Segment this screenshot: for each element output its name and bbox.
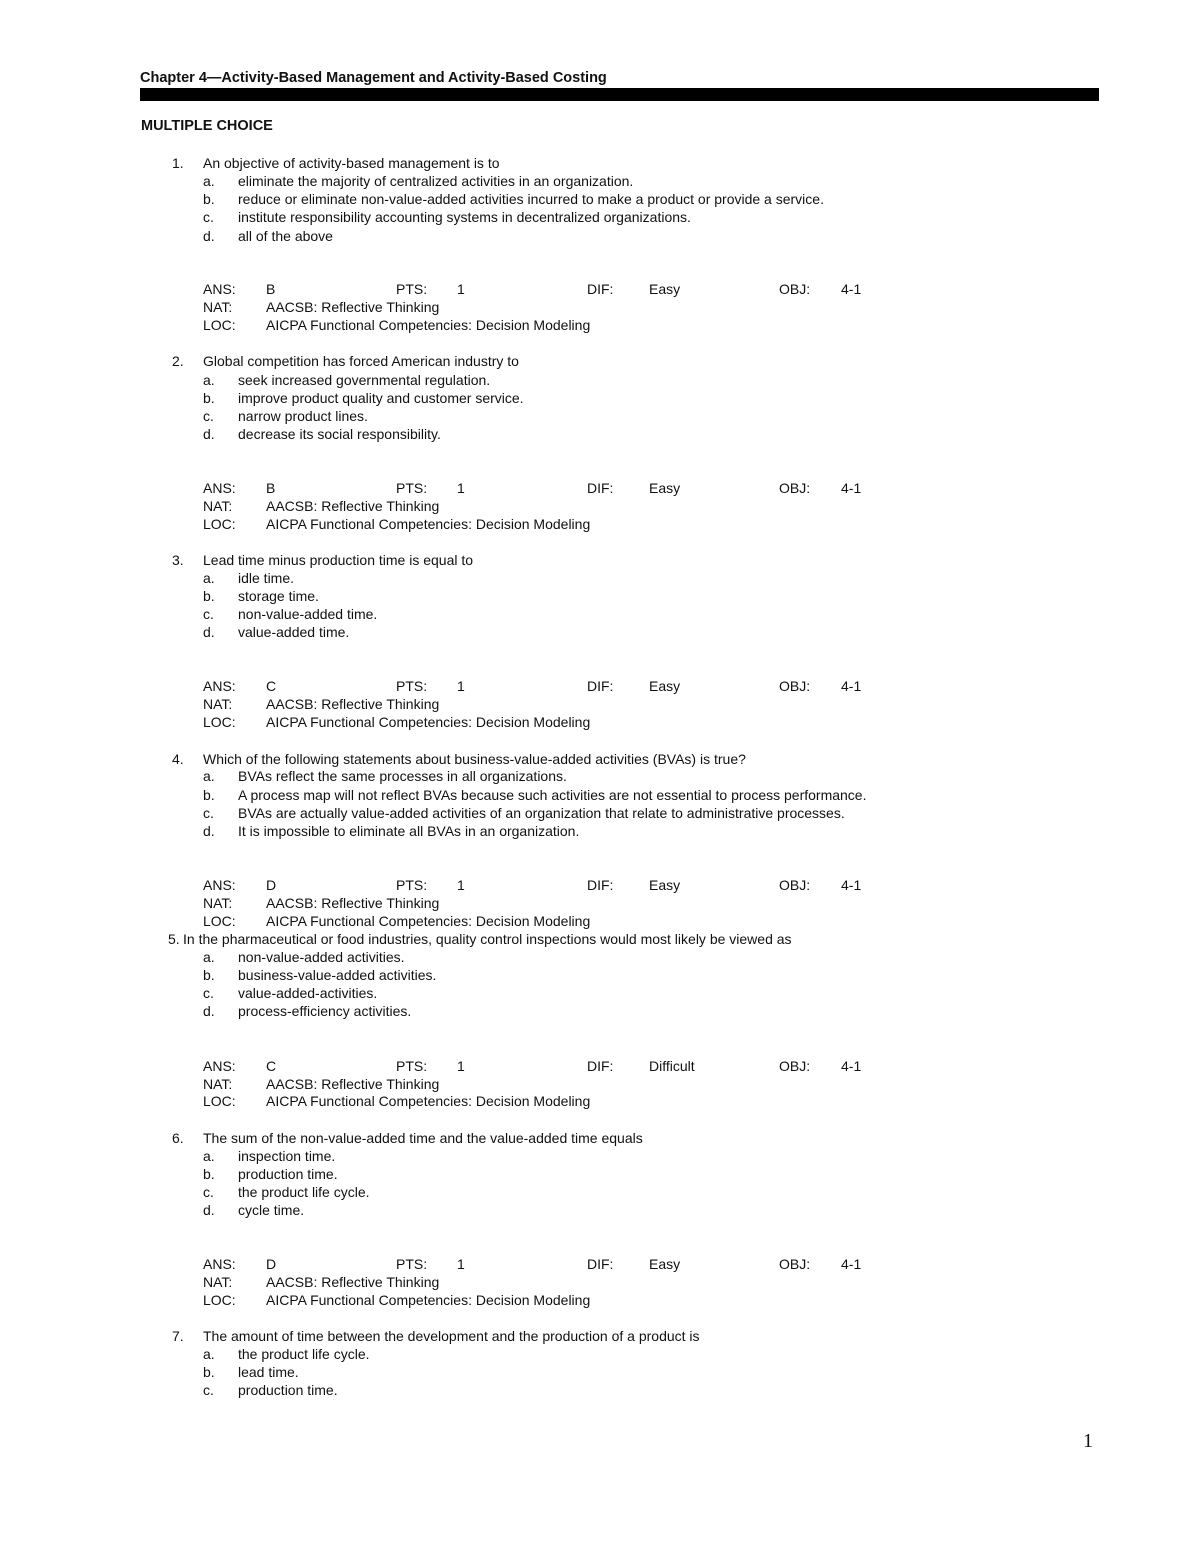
- loc-value: AICPA Functional Competencies: Decision Modeling: [266, 1292, 591, 1308]
- difficulty-label: DIF:: [587, 281, 614, 297]
- question-stem: An objective of activity-based management is to: [203, 155, 500, 171]
- option-text: inspection time.: [238, 1148, 336, 1164]
- answer-label: ANS:: [203, 281, 236, 297]
- option-text: lead time.: [238, 1364, 299, 1380]
- question-stem: The sum of the non-value-added time and the value-added time equals: [203, 1130, 643, 1146]
- objective-label: OBJ:: [779, 877, 811, 893]
- question-stem: In the pharmaceutical or food industries, quality control inspections would most likely be viewed as: [183, 931, 792, 947]
- points-value: 1: [457, 678, 465, 694]
- points-label: PTS:: [396, 678, 428, 694]
- option-letter: a.: [203, 372, 215, 388]
- nat-label: NAT:: [203, 299, 233, 315]
- loc-value: AICPA Functional Competencies: Decision Modeling: [266, 1093, 591, 1109]
- objective-label: OBJ:: [779, 480, 811, 496]
- difficulty-value: Easy: [649, 678, 681, 694]
- nat-value: AACSB: Reflective Thinking: [266, 299, 440, 315]
- option-letter: b.: [203, 191, 215, 207]
- question-number: 1.: [172, 155, 184, 171]
- question-number: 2.: [172, 353, 184, 369]
- objective-label: OBJ:: [779, 281, 811, 297]
- loc-value: AICPA Functional Competencies: Decision Modeling: [266, 714, 591, 730]
- nat-value: AACSB: Reflective Thinking: [266, 895, 440, 911]
- question-number: 5.: [168, 931, 180, 947]
- page-number: 1: [1083, 1430, 1093, 1452]
- option-text: narrow product lines.: [238, 408, 368, 424]
- option-text: the product life cycle.: [238, 1184, 370, 1200]
- option-letter: a.: [203, 1148, 215, 1164]
- loc-value: AICPA Functional Competencies: Decision Modeling: [266, 913, 591, 929]
- nat-label: NAT:: [203, 1076, 233, 1092]
- nat-label: NAT:: [203, 498, 233, 514]
- objective-value: 4-1: [841, 1058, 862, 1074]
- question-stem: Global competition has forced American industry to: [203, 353, 519, 369]
- answer-label: ANS:: [203, 678, 236, 694]
- option-text: institute responsibility accounting systems in decentralized organizations.: [238, 209, 691, 225]
- answer-value: C: [266, 1058, 277, 1074]
- section-heading: MULTIPLE CHOICE: [141, 118, 273, 134]
- answer-label: ANS:: [203, 1058, 236, 1074]
- option-text: production time.: [238, 1382, 338, 1398]
- points-label: PTS:: [396, 877, 428, 893]
- question-number: 4.: [172, 751, 184, 767]
- option-letter: c.: [203, 1382, 214, 1398]
- answer-value: D: [266, 877, 277, 893]
- option-text: decrease its social responsibility.: [238, 426, 441, 442]
- answer-label: ANS:: [203, 480, 236, 496]
- question-number: 6.: [172, 1130, 184, 1146]
- answer-value: C: [266, 678, 277, 694]
- option-text: A process map will not reflect BVAs because such activities are not essential to process performance.: [238, 787, 867, 803]
- loc-value: AICPA Functional Competencies: Decision Modeling: [266, 317, 591, 333]
- difficulty-label: DIF:: [587, 877, 614, 893]
- option-text: It is impossible to eliminate all BVAs in an organization.: [238, 823, 580, 839]
- objective-value: 4-1: [841, 678, 862, 694]
- option-letter: b.: [203, 967, 215, 983]
- option-letter: d.: [203, 624, 215, 640]
- option-text: non-value-added activities.: [238, 949, 405, 965]
- option-text: BVAs reflect the same processes in all organizations.: [238, 768, 567, 784]
- answer-value: B: [266, 281, 276, 297]
- difficulty-value: Easy: [649, 281, 681, 297]
- nat-value: AACSB: Reflective Thinking: [266, 498, 440, 514]
- option-letter: c.: [203, 1184, 214, 1200]
- option-text: the product life cycle.: [238, 1346, 370, 1362]
- difficulty-label: DIF:: [587, 678, 614, 694]
- option-text: improve product quality and customer service.: [238, 390, 524, 406]
- option-letter: a.: [203, 570, 215, 586]
- points-value: 1: [457, 877, 465, 893]
- nat-value: AACSB: Reflective Thinking: [266, 696, 440, 712]
- option-letter: c.: [203, 209, 214, 225]
- option-letter: d.: [203, 1202, 215, 1218]
- loc-label: LOC:: [203, 1292, 236, 1308]
- chapter-title: Chapter 4—Activity-Based Management and Activity-Based Costing: [140, 70, 607, 86]
- option-text: all of the above: [238, 228, 333, 244]
- nat-label: NAT:: [203, 1274, 233, 1290]
- option-letter: b.: [203, 1364, 215, 1380]
- option-letter: c.: [203, 805, 214, 821]
- option-letter: c.: [203, 985, 214, 1001]
- loc-label: LOC:: [203, 714, 236, 730]
- nat-label: NAT:: [203, 696, 233, 712]
- question-stem: Which of the following statements about business-value-added activities (BVAs) is true?: [203, 751, 746, 767]
- points-value: 1: [457, 480, 465, 496]
- option-letter: b.: [203, 1166, 215, 1182]
- objective-label: OBJ:: [779, 678, 811, 694]
- title-rule: [140, 88, 1099, 101]
- question-stem: The amount of time between the development and the production of a product is: [203, 1328, 700, 1344]
- option-letter: b.: [203, 390, 215, 406]
- difficulty-value: Easy: [649, 877, 681, 893]
- option-text: business-value-added activities.: [238, 967, 437, 983]
- option-text: production time.: [238, 1166, 338, 1182]
- option-letter: a.: [203, 949, 215, 965]
- difficulty-value: Easy: [649, 1256, 681, 1272]
- option-letter: d.: [203, 228, 215, 244]
- difficulty-label: DIF:: [587, 1256, 614, 1272]
- loc-label: LOC:: [203, 516, 236, 532]
- option-letter: d.: [203, 426, 215, 442]
- points-label: PTS:: [396, 281, 428, 297]
- difficulty-label: DIF:: [587, 480, 614, 496]
- points-label: PTS:: [396, 480, 428, 496]
- option-text: BVAs are actually value-added activities of an organization that relate to administrative processes.: [238, 805, 845, 821]
- option-letter: d.: [203, 823, 215, 839]
- option-letter: c.: [203, 408, 214, 424]
- option-letter: b.: [203, 787, 215, 803]
- option-letter: a.: [203, 173, 215, 189]
- loc-label: LOC:: [203, 1093, 236, 1109]
- option-text: eliminate the majority of centralized activities in an organization.: [238, 173, 634, 189]
- loc-label: LOC:: [203, 317, 236, 333]
- option-letter: c.: [203, 606, 214, 622]
- nat-value: AACSB: Reflective Thinking: [266, 1274, 440, 1290]
- answer-label: ANS:: [203, 1256, 236, 1272]
- answer-value: B: [266, 480, 276, 496]
- points-label: PTS:: [396, 1256, 428, 1272]
- question-stem: Lead time minus production time is equal to: [203, 552, 474, 568]
- option-text: value-added-activities.: [238, 985, 378, 1001]
- points-value: 1: [457, 281, 465, 297]
- points-value: 1: [457, 1058, 465, 1074]
- option-text: seek increased governmental regulation.: [238, 372, 491, 388]
- points-label: PTS:: [396, 1058, 428, 1074]
- option-text: value-added time.: [238, 624, 350, 640]
- option-text: idle time.: [238, 570, 295, 586]
- loc-label: LOC:: [203, 913, 236, 929]
- nat-value: AACSB: Reflective Thinking: [266, 1076, 440, 1092]
- option-letter: d.: [203, 1003, 215, 1019]
- option-text: process-efficiency activities.: [238, 1003, 412, 1019]
- objective-value: 4-1: [841, 877, 862, 893]
- nat-label: NAT:: [203, 895, 233, 911]
- objective-label: OBJ:: [779, 1058, 811, 1074]
- question-number: 7.: [172, 1328, 184, 1344]
- objective-value: 4-1: [841, 480, 862, 496]
- answer-value: D: [266, 1256, 277, 1272]
- option-text: reduce or eliminate non-value-added activities incurred to make a product or provide a service.: [238, 191, 824, 207]
- option-letter: b.: [203, 588, 215, 604]
- loc-value: AICPA Functional Competencies: Decision Modeling: [266, 516, 591, 532]
- option-letter: a.: [203, 768, 215, 784]
- answer-label: ANS:: [203, 877, 236, 893]
- option-text: non-value-added time.: [238, 606, 378, 622]
- option-letter: a.: [203, 1346, 215, 1362]
- points-value: 1: [457, 1256, 465, 1272]
- option-text: storage time.: [238, 588, 319, 604]
- difficulty-value: Difficult: [649, 1058, 695, 1074]
- objective-value: 4-1: [841, 1256, 862, 1272]
- option-text: cycle time.: [238, 1202, 305, 1218]
- difficulty-label: DIF:: [587, 1058, 614, 1074]
- objective-label: OBJ:: [779, 1256, 811, 1272]
- difficulty-value: Easy: [649, 480, 681, 496]
- question-number: 3.: [172, 552, 184, 568]
- objective-value: 4-1: [841, 281, 862, 297]
